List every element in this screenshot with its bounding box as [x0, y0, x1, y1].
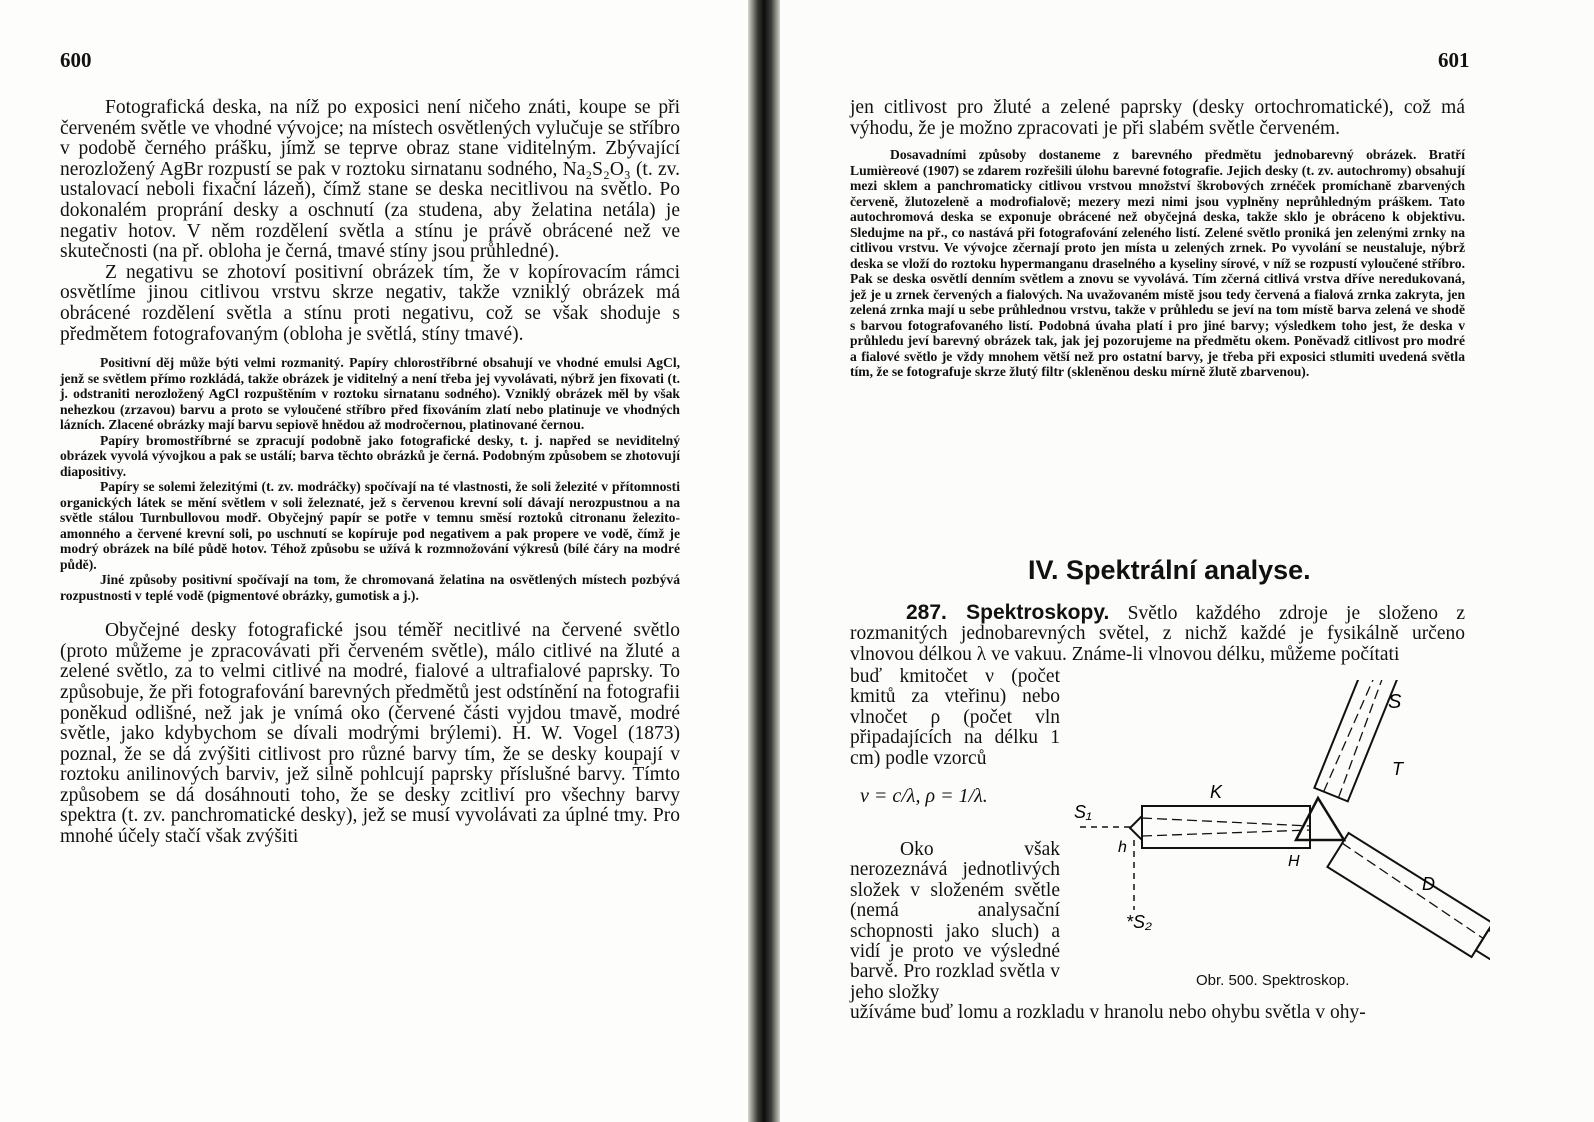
figure-caption: Obr. 500. Spektroskop.	[1196, 972, 1350, 989]
small-paragraph-autochrome: Dosavadními způsoby dostaneme z barevného předmětu jednobarevný obrázek. Bratří Lumièreové (1907) se zdarem rozřešili úlohu barevné fotografie. Jejich desky (t. zv. autochromy) obsahují mezi sklem a panchromaticky citlivou vrstvou množství škrobových zrnéček promíchaně zbarvených červeně, žlutozeleně a modrofialově; mezery mezi nimi jsou vyplněny neprůhledným práškem. Tato autochromová deska se exponuje obrácené než obyčejná deska, takže sklo je obráceno k objektivu. Sledujme na př., co nastává při fotografování zeleného listí. Zelené světlo proniká jen zelenými zrnky na citlivou vrstvu. Ve vývojce zčernají proto jen místa u zelených zrnek. Po vyvolání se neustaluje, nýbrž deska se vloží do roztoku hypermanganu draselného a kyseliny sírové, v níž se rozpustí vyloučené stříbro. Pak se deska osvětlí denním světlem a znovu se vyvolává. Tím zčerná citlivá vrstva dříve neredukovaná, jež je u zrnek červených a fialových. Na uvažovaném místě jsou tedy červená a fialová zrnka zakryta, jen zelená zrnka mají u sebe průhlednou vrstvu, takže v průhledu se jeví na tom místě barva zelená ve shodě s barvou fotografovaného listí. Podobná úvaha platí i pro jiné barvy; výsledkem toho jest, že deska v průhledu jeví barevný obrázek tak, jak jej pozorujeme na předmětu okem. Poněvadž citlivost pro modré a fialové světlo je vždy mnohem větší než pro ostatní barvy, je třeba při exposici stlumiti uvedená světla tím, že se fotografuje skrze žlutý filtr (skleněnou desku mírně žlutě zbarvenou).	[850, 147, 1465, 380]
label-S1: S₁	[1074, 802, 1092, 822]
narrow-paragraph-eye: Oko však nerozeznává jednotlivých složek v složeném světle (nemá analysační schopnosti jako sluch) a vidí je proto ve výsledné barvě. Pro rozklad světla v jeho složky	[850, 839, 1060, 1003]
chapter-heading: IV. Spektrální analyse.	[1028, 555, 1311, 585]
narrow-text-column-1	[850, 667, 1060, 769]
narrow-paragraph-frequency: buď kmitočet ν (počet kmitů za vteřinu) nebo vlnočet ρ (počet vln připadajících na délku 1 cm) podle vzorců	[850, 666, 1060, 769]
small-paragraph-chromate-gelatin: Jiné způsoby positivní spočívají na tom, že chromovaná želatina na osvětlených místech pozbývá rozpustnosti v teplé vodě (pigmentové obrázky, gumotisk a j.).	[60, 572, 680, 603]
formula: ν = c/λ, ρ = 1/λ.	[860, 785, 988, 807]
section-title: 287. Spektroskopy.	[906, 601, 1110, 624]
label-H: H	[1288, 853, 1300, 870]
spectroscope-figure	[1070, 680, 1490, 960]
left-text-column	[60, 98, 680, 848]
label-S2: *S₂	[1126, 912, 1152, 932]
label-T: T	[1392, 759, 1403, 779]
last-line: užíváme buď lomu a rozkladu v hranolu nebo ohybu světla v ohy-	[850, 1002, 1366, 1023]
comparison-prism	[1130, 816, 1142, 840]
narrow-text-column-2	[850, 840, 1060, 1003]
section-intro	[850, 603, 1465, 665]
paragraph-positive: Z negativu se zhotoví positivní obrázek tím, že v kopírovacím rámci osvětlíme jinou citlivou vrstvu skrze negativ, takže vzniklý obrázek má obrácené rozdělení světla a stínu proti negativu, což se však shoduje s předmětem fotografovaným (obloha je světlá, stíny tmavé).	[60, 261, 680, 345]
book-gutter	[748, 0, 780, 1122]
scale-tube	[1327, 833, 1490, 957]
last-line-block	[850, 1003, 1465, 1023]
paragraph-ordinary-plates: Obyčejné desky fotografické jsou téměř necitlivé na červené světlo (proto můžeme je zpracovávati při červeném světle), málo citlivé na žluté a zelené světlo, za to velmi citlivé na modré, fialové a ultrafialové paprsky. To způsobuje, že při fotografování barevných předmětů jest odstínění na fotografii poněkud odlišné, než jak je vnímá oko (červené části vyjdou tmavě, modré světle, jako kdybychom se dívali modrými brýlemi). H. W. Vogel (1873) poznal, že se dá zvýšiti citlivost pro různé barvy tím, že se desky koupají v roztoku anilinových barviv, jež silně pohlcují paprsky příslušné barvy. Tímto způsobem se dá dosáhnouti toho, že se desky zcitliví pro všechny barvy spektra (t. zv. panchromatické desky), jež se musí vyvolávati za úplné tmy. Pro mnohé účely stačí však zvýšiti	[60, 620, 680, 848]
section-lead-text: Světlo každého zdroje je složeno z rozmanitých jednobarevných světel, z nichž každé je fysikálně určeno vlnovou délkou λ ve vakuu. Známe-li vlnovou délku, můžeme počítati	[850, 603, 1465, 665]
paragraph-photographic-plate: Fotografická deska, na níž po exposici není ničeho znáti, koupe se při červeném světle ve vhodné vývojce; na místech osvětlených vylučuje se stříbro v podobě černého prášku, jímž se teprve obraz stane viditelným. Zbývající nerozložený AgBr rozpustí se pak v roztoku sirnatanu sodného, Na₂S₂O₃ (t. zv. ustalovací neboli fixační lázeň), čímž stane se deska necitlivou na světlo. Po dokonalém proprání desky a oschnutí (za studena, aby želatina netála) je negativ hotov. V něm rozdělení světla a stínu je právě obrácené než ve skutečnosti (na př. obloha je černá, tmavé stíny jsou průhledné).	[60, 97, 680, 263]
small-paragraph-bromide-papers: Papíry bromostříbrné se zpracují podobně jako fotografické desky, t. j. napřed se neviditelný obrázek vyvolá vývojkou a pak se ustálí; barva těchto obrázků je černá. Podobným způsobem se zhotovují diapositivy.	[60, 432, 680, 479]
label-D: D	[1422, 874, 1435, 894]
telescope-tube	[1314, 680, 1419, 801]
paragraph-orthochromatic: jen citlivost pro žluté a zelené paprsky (desky ortochromatické), což má výhodu, že je možno zpracovati je při slabém světle červeném.	[850, 97, 1465, 139]
small-paragraph-positive-process: Positivní děj může býti velmi rozmanitý. Papíry chlorostříbrné obsahují ve vhodné emulsi AgCl, jenž se světlem přímo rozkládá, takže obrázek je viditelný a není třeba jej vyvolávati, nýbrž jen fixovati (t. j. odstraniti nerozložený AgCl rozpuštěním v roztoku sirnatanu sodného). Vzniklý obrázek měl by však nehezkou (zrzavou) barvu a proto se vyloučené stříbro před fixováním zlatí nebo platinuje ve vhodných lázních. Zlacené obrázky mají barvu sepiově hnědou až modročernou, platinované černou.	[60, 355, 680, 433]
label-K: K	[1210, 782, 1223, 802]
label-h: h	[1118, 839, 1127, 856]
label-S: S	[1388, 691, 1402, 713]
left-page	[0, 0, 748, 1122]
page-number-left: 600	[60, 48, 92, 72]
right-page	[780, 0, 1594, 1122]
dispersing-prism	[1296, 798, 1344, 840]
right-text-column	[850, 98, 1465, 380]
page-number-right: 601	[1438, 48, 1470, 72]
collimator-tube	[1142, 806, 1310, 848]
small-paragraph-iron-salts: Papíry se solemi železitými (t. zv. modráčky) spočívají na té vlastnosti, že soli železité v přítomnosti organických látek se mění světlem v soli železnaté, jež s červenou krevní solí dávají nerozpustnou a na světle stálou Turnbullovou modř. Obyčejný papír se potře v temnu směsí roztoků citronanu železito-amonného a červené krevní soli, po uschnutí se kopíruje pod negativem a pak propere ve vodě, čímž je modrý obrázek na bílé půdě hotov. Téhož způsobu se užívá k rozmnožování výkresů (bílé čáry na modré půdě).	[60, 479, 680, 572]
